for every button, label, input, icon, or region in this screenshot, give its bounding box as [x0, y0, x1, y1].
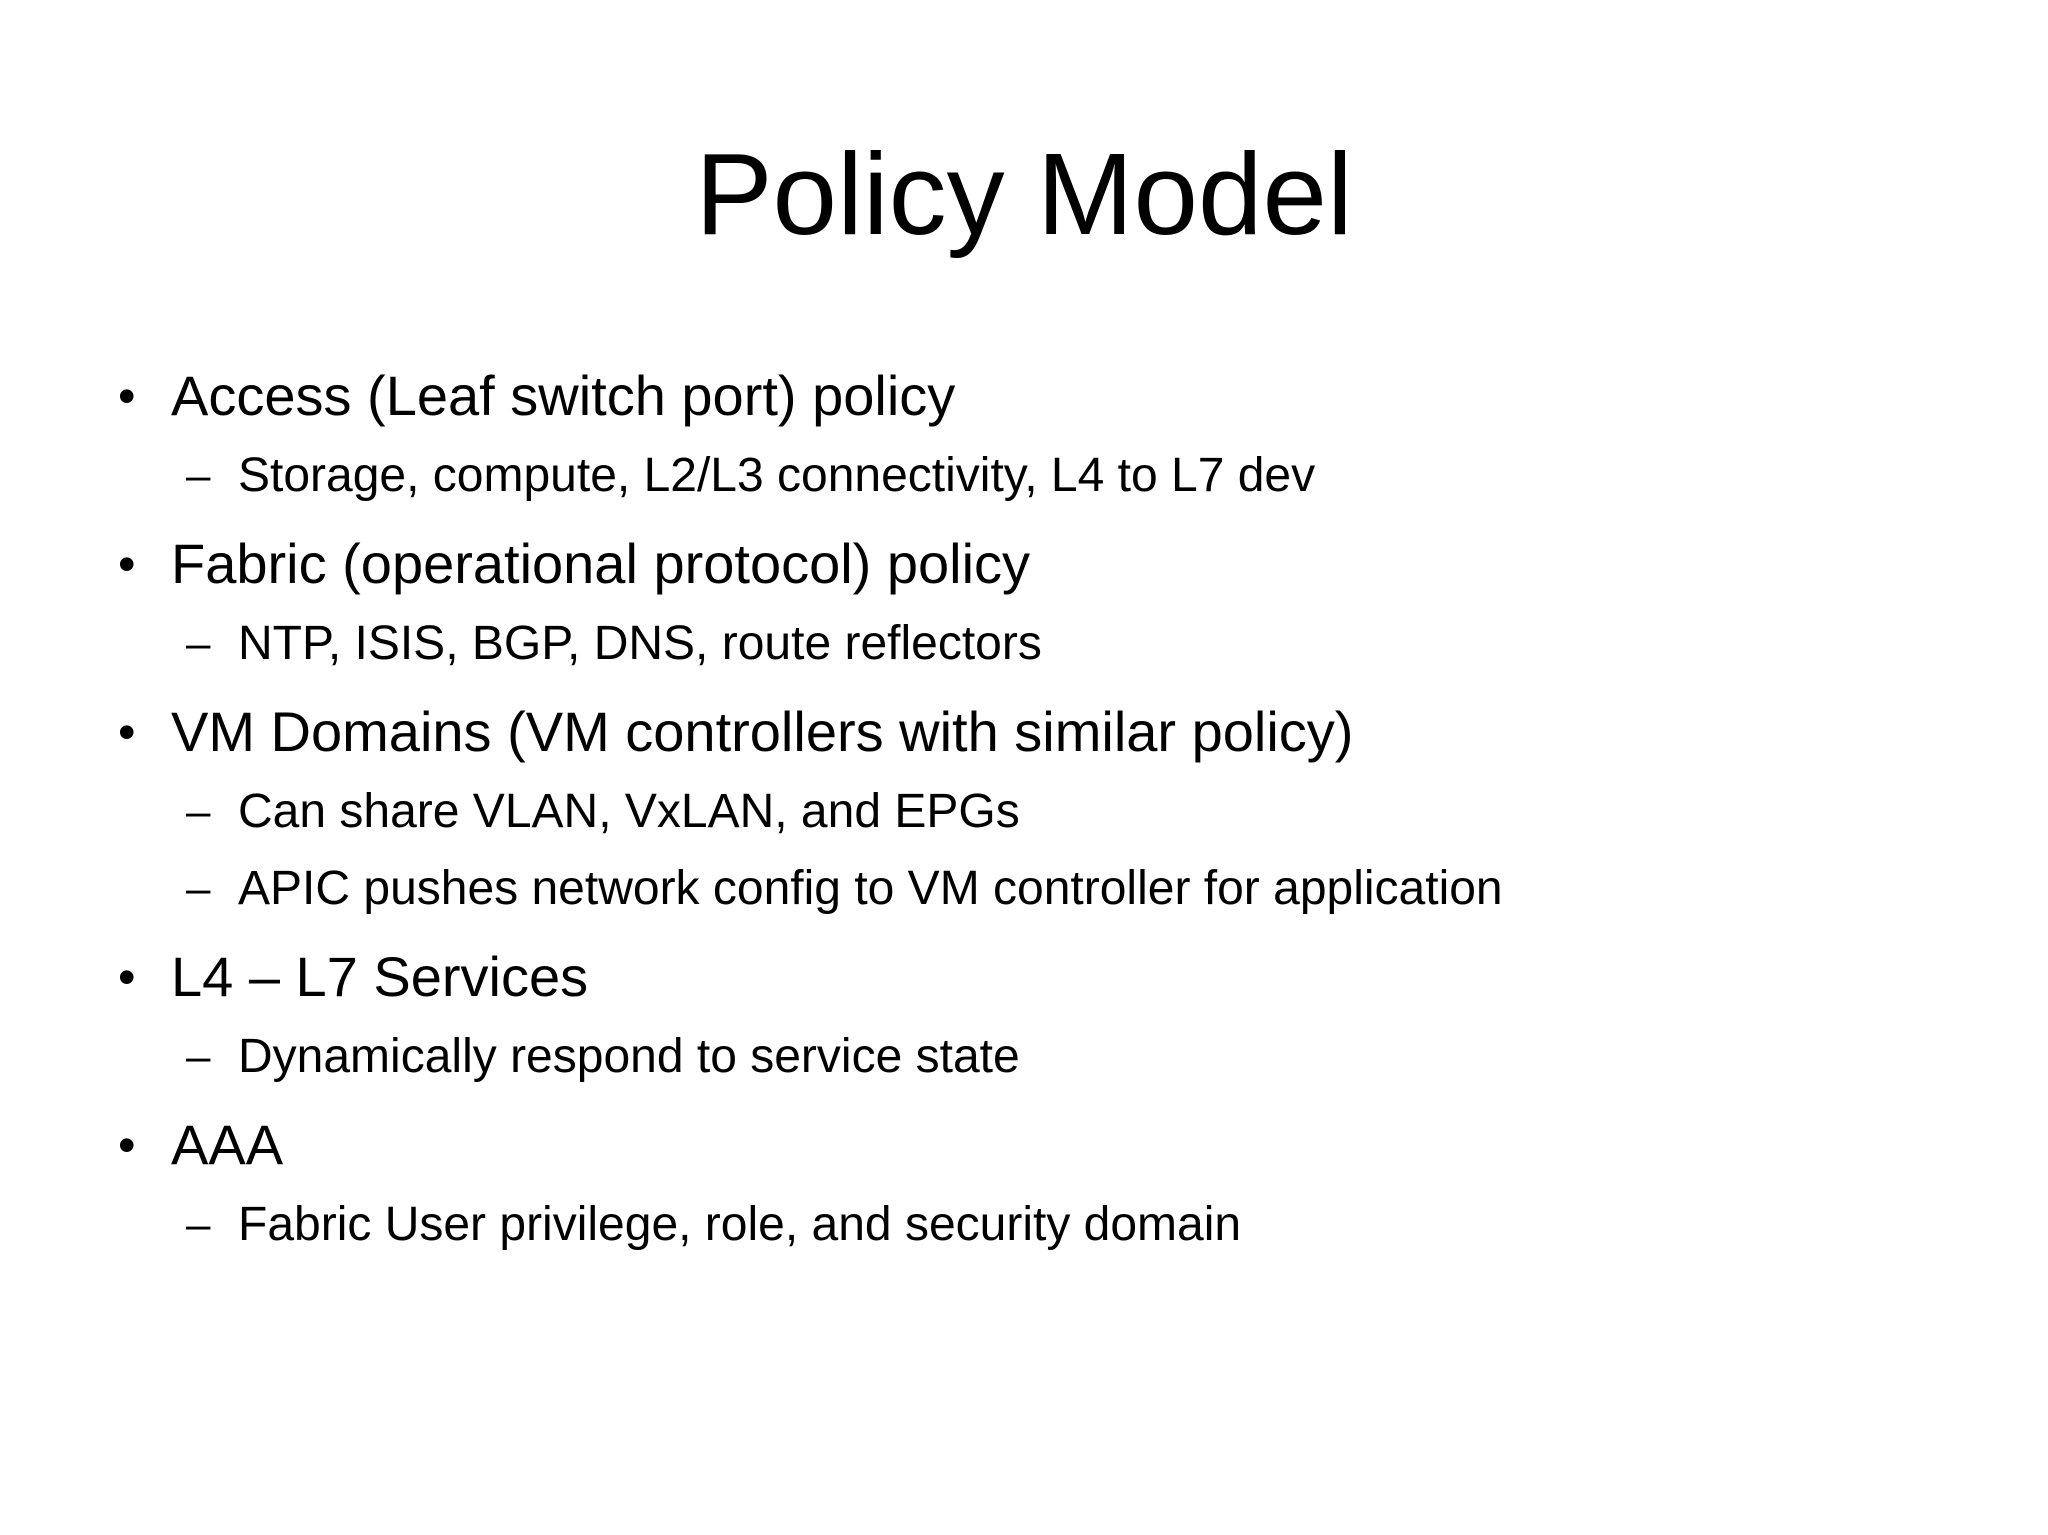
bullet-text: VM Domains (VM controllers with similar policy): [171, 700, 1354, 763]
sub-bullet-text: Fabric User privilege, role, and security domain: [238, 1198, 1242, 1251]
bullet-text: AAA: [171, 1113, 284, 1176]
dash-icon: –: [186, 451, 211, 500]
bullet-text: L4 – L7 Services: [171, 945, 589, 1008]
bullet-text: Access (Leaf switch port) policy: [171, 364, 956, 427]
dash-icon: –: [186, 1032, 211, 1081]
sub-bullet-text: Dynamically respond to service state: [238, 1030, 1020, 1083]
dash-icon: –: [186, 864, 211, 913]
bullet-dot-icon: •: [118, 949, 136, 1005]
bullet-dot-icon: •: [118, 1117, 136, 1173]
slide-title: Policy Model: [695, 129, 1353, 259]
sub-bullet-text: Storage, compute, L2/L3 connectivity, L4 to L7 dev: [238, 449, 1316, 502]
bullet-dot-icon: •: [118, 704, 136, 760]
sub-bullet-text: NTP, ISIS, BGP, DNS, route reflectors: [238, 617, 1042, 670]
sub-bullet-text: Can share VLAN, VxLAN, and EPGs: [238, 785, 1020, 838]
sub-bullet-text: APIC pushes network config to VM controller for application: [238, 862, 1503, 915]
dash-icon: –: [186, 1200, 211, 1249]
dash-icon: –: [186, 619, 211, 668]
bullet-text: Fabric (operational protocol) policy: [171, 532, 1031, 595]
bullet-dot-icon: •: [118, 536, 136, 592]
bullet-dot-icon: •: [118, 368, 136, 424]
dash-icon: –: [186, 787, 211, 836]
